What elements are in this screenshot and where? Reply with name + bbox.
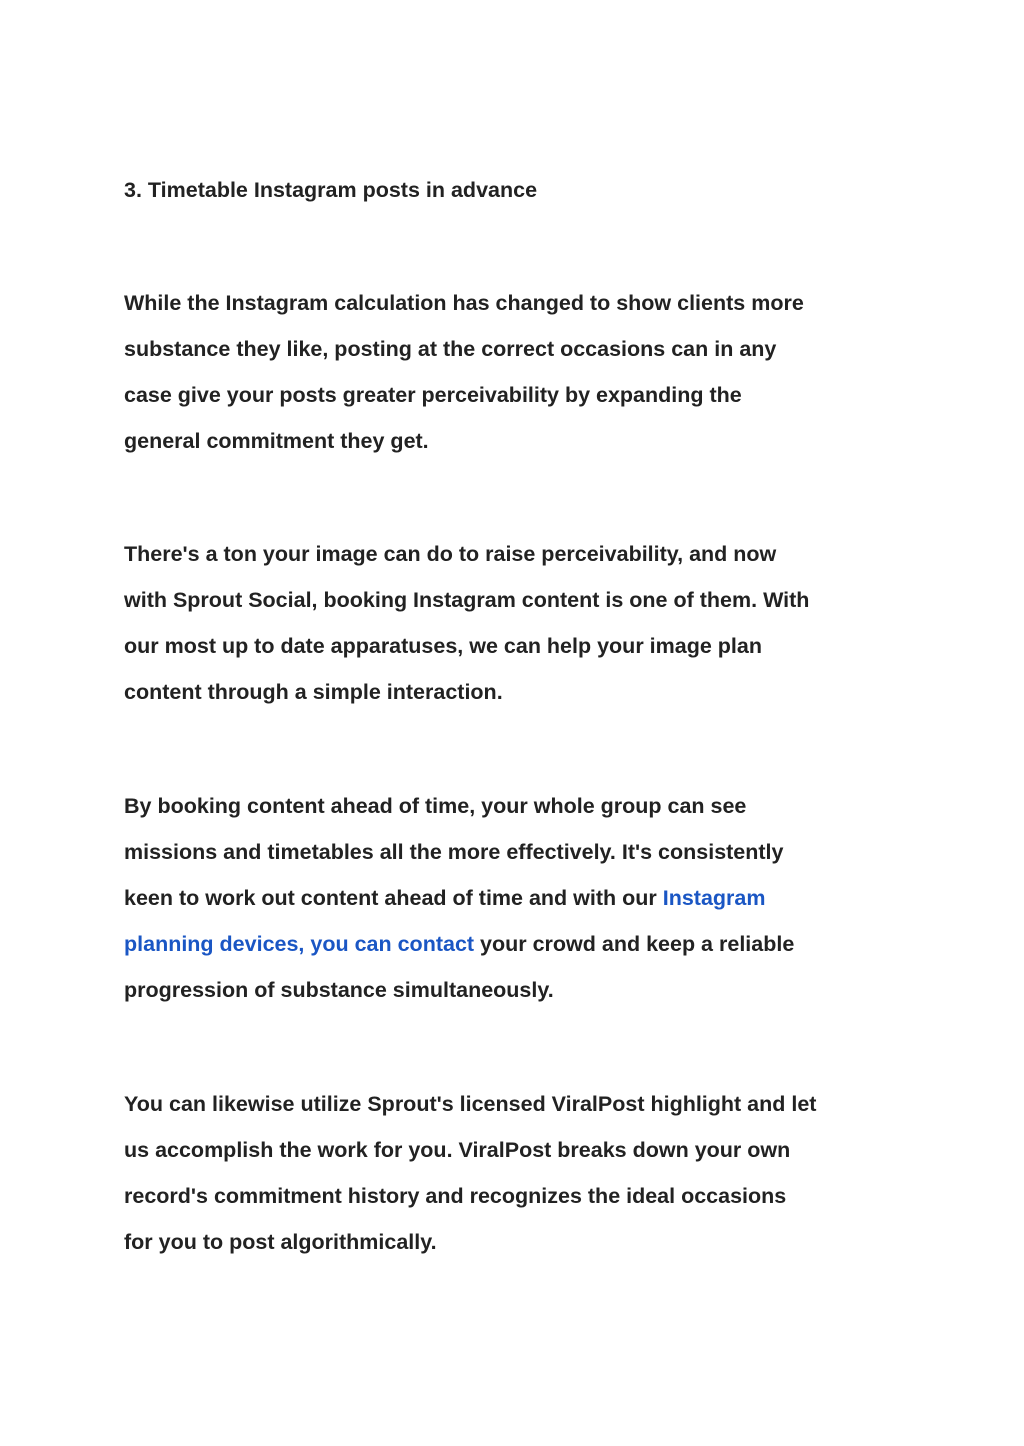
paragraph-line: There's a ton your image can do to raise perceivability, and now — [124, 542, 777, 566]
paragraph-line: general commitment they get. — [124, 429, 429, 453]
paragraph-line: missions and timetables all the more effectively. It's consistently — [124, 840, 784, 864]
paragraph-line: our most up to date apparatuses, we can help your image plan — [124, 634, 762, 658]
paragraph-line: us accomplish the work for you. ViralPost breaks down your own — [124, 1138, 791, 1162]
paragraph-line: By booking content ahead of time, your whole group can see — [124, 794, 747, 818]
paragraph-line: case give your posts greater perceivability by expanding the — [124, 383, 742, 407]
paragraph-line — [124, 921, 914, 967]
paragraph-line — [124, 875, 914, 921]
paragraph-3 — [124, 783, 914, 1013]
paragraph-text: keen to work out content ahead of time and with our — [124, 886, 663, 910]
paragraph-line: progression of substance simultaneously. — [124, 978, 554, 1002]
paragraph-line: record's commitment history and recognizes the ideal occasions — [124, 1184, 787, 1208]
paragraph-line: You can likewise utilize Sprout's licensed ViralPost highlight and let — [124, 1092, 817, 1116]
paragraph-1 — [124, 280, 914, 464]
section-heading: 3. Timetable Instagram posts in advance — [124, 178, 538, 202]
paragraph-line: for you to post algorithmically. — [124, 1230, 437, 1254]
paragraph-line: substance they like, posting at the correct occasions can in any — [124, 337, 777, 361]
instagram-planning-link[interactable]: Instagram — [662, 886, 766, 910]
paragraph-line: While the Instagram calculation has changed to show clients more — [124, 291, 804, 315]
paragraph-2 — [124, 531, 914, 715]
instagram-planning-link-continued[interactable]: planning devices, you can contact — [124, 932, 475, 956]
paragraph-line: content through a simple interaction. — [124, 680, 503, 704]
paragraph-text: your crowd and keep a reliable — [474, 932, 795, 956]
paragraph-line: with Sprout Social, booking Instagram content is one of them. With — [124, 588, 810, 612]
paragraph-4 — [124, 1081, 914, 1265]
